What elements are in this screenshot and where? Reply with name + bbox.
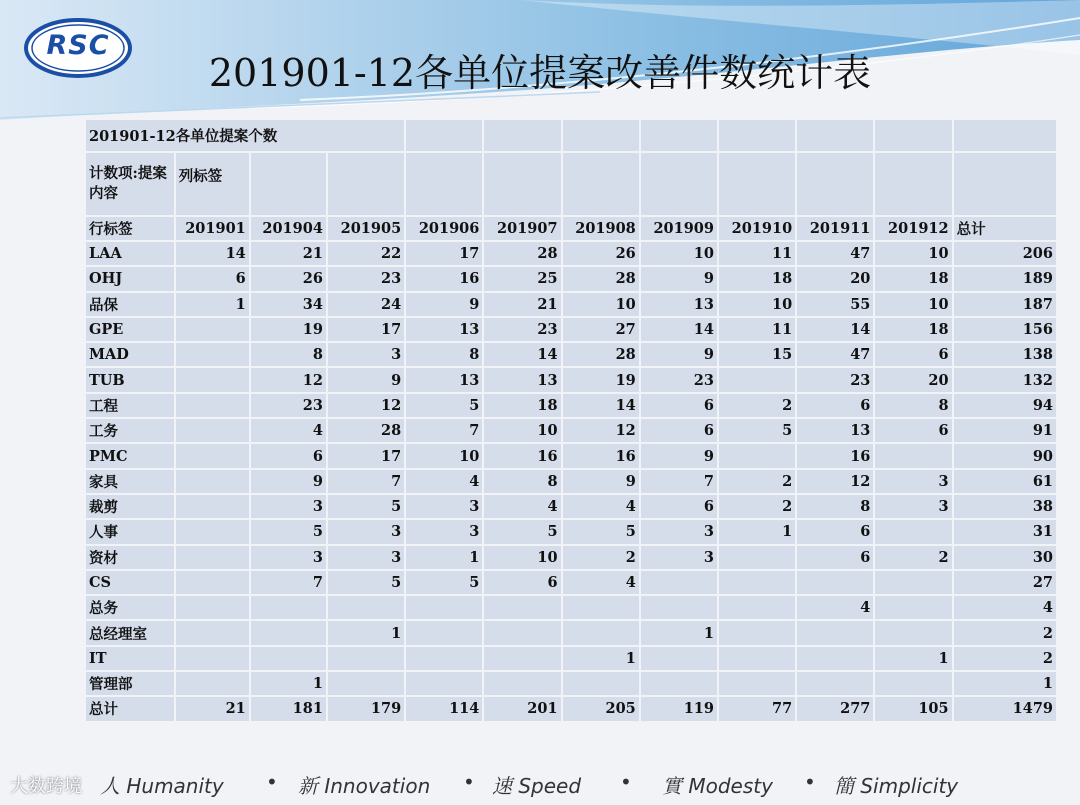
- table-cell: 1: [406, 546, 482, 569]
- table-cell: 23: [797, 368, 873, 391]
- table-cell: 16: [406, 267, 482, 290]
- table-cell: [484, 647, 560, 670]
- table-cell: 5: [328, 571, 404, 594]
- table-cell: 16: [797, 444, 873, 467]
- table-cell: 3: [406, 495, 482, 518]
- table-cell: 3: [328, 546, 404, 569]
- table-row: [86, 672, 1056, 695]
- table-cell: [251, 596, 326, 619]
- table-cell: [176, 546, 249, 569]
- table-cell: 20: [875, 368, 951, 391]
- table-cell: [719, 368, 795, 391]
- table-cell: 31: [954, 520, 1056, 543]
- table-cell: [797, 647, 873, 670]
- table-row: [86, 318, 1056, 341]
- table-cell: 4: [797, 596, 873, 619]
- table-cell: [641, 596, 717, 619]
- table-cell: 2: [875, 546, 951, 569]
- row-header[interactable]: 工程: [86, 394, 174, 417]
- table-cell: 3: [328, 520, 404, 543]
- table-cell: 206: [954, 242, 1056, 265]
- footer-bullet: •: [620, 770, 632, 794]
- table-cell: [484, 621, 560, 644]
- table-row: [86, 596, 1056, 619]
- table-cell: 23: [328, 267, 404, 290]
- table-cell: 19: [563, 368, 639, 391]
- table-row: [86, 242, 1056, 265]
- table-cell: 6: [251, 444, 326, 467]
- table-cell: 3: [328, 343, 404, 366]
- table-cell: 3: [641, 546, 717, 569]
- table-cell: [251, 647, 326, 670]
- table-cell: 12: [251, 368, 326, 391]
- table-cell: 3: [875, 470, 951, 493]
- table-row: [86, 495, 1056, 518]
- table-cell: 12: [563, 419, 639, 442]
- table-cell: 22: [328, 242, 404, 265]
- table-cell: 9: [251, 470, 326, 493]
- row-header[interactable]: OHJ: [86, 267, 174, 290]
- row-header[interactable]: 裁剪: [86, 495, 174, 518]
- table-cell: 8: [797, 495, 873, 518]
- table-cell: 13: [406, 368, 482, 391]
- table-cell: 6: [797, 520, 873, 543]
- table-cell: 114: [406, 697, 482, 720]
- row-header[interactable]: MAD: [86, 343, 174, 366]
- table-cell: 5: [484, 520, 560, 543]
- table-cell: [176, 318, 249, 341]
- column-header[interactable]: 201906: [406, 217, 482, 240]
- footer-item: 實 Modesty: [662, 774, 773, 798]
- table-caption: 201901-12各单位提案个数: [86, 120, 404, 151]
- column-header[interactable]: 201905: [328, 217, 404, 240]
- table-cell: [563, 672, 639, 695]
- footer-bullet: •: [804, 770, 816, 794]
- footer-item: 簡 Simplicity: [834, 774, 959, 798]
- table-cell: 17: [406, 242, 482, 265]
- table-cell: 4: [563, 571, 639, 594]
- table-cell: 6: [484, 571, 560, 594]
- footer-slogan: [0, 768, 1080, 800]
- table-cell: 28: [563, 267, 639, 290]
- column-header[interactable]: 201910: [719, 217, 795, 240]
- table-cell: 8: [484, 470, 560, 493]
- table-cell: 9: [641, 343, 717, 366]
- table-cell: [797, 672, 873, 695]
- table-cell: 5: [563, 520, 639, 543]
- table-cell: 6: [875, 419, 951, 442]
- table-cell: 5: [719, 419, 795, 442]
- table-cell: 21: [251, 242, 326, 265]
- table-cell: 5: [251, 520, 326, 543]
- footer-bullet: •: [463, 770, 475, 794]
- table-cell: 1: [875, 647, 951, 670]
- table-cell: [176, 647, 249, 670]
- table-cell: 2: [954, 621, 1056, 644]
- table-cell: 7: [328, 470, 404, 493]
- column-header[interactable]: 201909: [641, 217, 717, 240]
- table-cell: 3: [406, 520, 482, 543]
- table-cell: [875, 571, 951, 594]
- table-cell: [406, 621, 482, 644]
- table-row: [86, 697, 1056, 720]
- table-cell: 23: [484, 318, 560, 341]
- table-cell: 5: [406, 394, 482, 417]
- table-cell: [406, 596, 482, 619]
- row-header[interactable]: 家具: [86, 470, 174, 493]
- footer-item: 新 Innovation: [298, 774, 431, 798]
- row-header[interactable]: 总务: [86, 596, 174, 619]
- table-cell: 21: [484, 293, 560, 316]
- table-cell: [719, 444, 795, 467]
- table-cell: 10: [875, 293, 951, 316]
- table-cell: 25: [484, 267, 560, 290]
- table-cell: 12: [328, 394, 404, 417]
- table-cell: 11: [719, 318, 795, 341]
- column-label-header[interactable]: 列标签: [176, 153, 249, 215]
- table-cell: 2: [563, 546, 639, 569]
- table-cell: 8: [406, 343, 482, 366]
- table-cell: 34: [251, 293, 326, 316]
- table-cell: 10: [641, 242, 717, 265]
- table-cell: 4: [484, 495, 560, 518]
- table-cell: [641, 672, 717, 695]
- table-cell: 28: [484, 242, 560, 265]
- table-row: [86, 647, 1056, 670]
- row-header[interactable]: 资材: [86, 546, 174, 569]
- table-cell: 7: [251, 571, 326, 594]
- table-cell: 9: [641, 444, 717, 467]
- table-cell: 13: [797, 419, 873, 442]
- table-cell: 9: [406, 293, 482, 316]
- table-cell: 10: [719, 293, 795, 316]
- table-cell: 201: [484, 697, 560, 720]
- table-cell: 1: [251, 672, 326, 695]
- table-cell: [176, 470, 249, 493]
- table-cell: 7: [641, 470, 717, 493]
- table-cell: 6: [641, 495, 717, 518]
- table-cell: 3: [875, 495, 951, 518]
- column-header-row: [86, 217, 1056, 240]
- table-cell: 11: [719, 242, 795, 265]
- table-cell: 4: [251, 419, 326, 442]
- pivot-table: [84, 118, 1058, 723]
- table-cell: [176, 520, 249, 543]
- table-cell: 4: [954, 596, 1056, 619]
- table-cell: 2: [719, 394, 795, 417]
- table-cell: 21: [176, 697, 249, 720]
- column-header[interactable]: 201901: [176, 217, 249, 240]
- table-cell: [328, 596, 404, 619]
- caption-row: [86, 120, 1056, 151]
- column-header[interactable]: 201912: [875, 217, 951, 240]
- table-cell: 28: [328, 419, 404, 442]
- table-cell: 94: [954, 394, 1056, 417]
- column-header[interactable]: 总计: [954, 217, 1056, 240]
- table-cell: 179: [328, 697, 404, 720]
- table-cell: 5: [406, 571, 482, 594]
- table-cell: [719, 546, 795, 569]
- table-cell: [176, 343, 249, 366]
- table-cell: 23: [641, 368, 717, 391]
- table-cell: 17: [328, 318, 404, 341]
- page-title: 201901-12各单位提案改善件数统计表: [208, 51, 872, 95]
- table-cell: 10: [484, 419, 560, 442]
- table-cell: [875, 596, 951, 619]
- table-cell: [328, 647, 404, 670]
- table-cell: 2: [954, 647, 1056, 670]
- table-cell: 6: [797, 394, 873, 417]
- table-cell: 6: [797, 546, 873, 569]
- table-cell: [484, 596, 560, 619]
- table-cell: 14: [641, 318, 717, 341]
- table-row: [86, 571, 1056, 594]
- table-cell: [719, 596, 795, 619]
- table-cell: [875, 520, 951, 543]
- row-header[interactable]: 管理部: [86, 672, 174, 695]
- table-cell: 1: [328, 621, 404, 644]
- table-cell: 3: [251, 546, 326, 569]
- column-header[interactable]: 201911: [797, 217, 873, 240]
- table-cell: 2: [719, 495, 795, 518]
- table-cell: [176, 596, 249, 619]
- table-cell: 2: [719, 470, 795, 493]
- table-cell: [875, 444, 951, 467]
- table-cell: 15: [719, 343, 795, 366]
- table-row: [86, 621, 1056, 644]
- table-cell: 1: [176, 293, 249, 316]
- row-header[interactable]: 人事: [86, 520, 174, 543]
- table-cell: 187: [954, 293, 1056, 316]
- table-cell: [719, 621, 795, 644]
- table-cell: 38: [954, 495, 1056, 518]
- table-cell: [176, 621, 249, 644]
- table-cell: 6: [176, 267, 249, 290]
- table-cell: 10: [563, 293, 639, 316]
- table-cell: [176, 419, 249, 442]
- table-cell: 105: [875, 697, 951, 720]
- table-cell: 91: [954, 419, 1056, 442]
- footer-item: 人 Humanity: [100, 774, 224, 798]
- table-row: [86, 470, 1056, 493]
- column-header[interactable]: 201904: [251, 217, 326, 240]
- table-cell: 61: [954, 470, 1056, 493]
- table-cell: 30: [954, 546, 1056, 569]
- table-row: [86, 267, 1056, 290]
- footer-item: 速 Speed: [492, 774, 582, 798]
- table-row: [86, 419, 1056, 442]
- table-cell: [797, 621, 873, 644]
- table-cell: 13: [641, 293, 717, 316]
- table-cell: 27: [954, 571, 1056, 594]
- table-cell: 13: [406, 318, 482, 341]
- table-cell: 90: [954, 444, 1056, 467]
- row-header[interactable]: 品保: [86, 293, 174, 316]
- table-cell: 1: [563, 647, 639, 670]
- table-cell: 10: [484, 546, 560, 569]
- table-cell: 189: [954, 267, 1056, 290]
- table-cell: 23: [251, 394, 326, 417]
- table-cell: 6: [641, 419, 717, 442]
- table-cell: [797, 571, 873, 594]
- table-cell: 12: [797, 470, 873, 493]
- table-cell: [328, 672, 404, 695]
- table-cell: 27: [563, 318, 639, 341]
- table-cell: 9: [563, 470, 639, 493]
- label-row: [86, 153, 1056, 215]
- table-cell: 14: [484, 343, 560, 366]
- table-row: [86, 520, 1056, 543]
- table-cell: 5: [328, 495, 404, 518]
- row-header[interactable]: LAA: [86, 242, 174, 265]
- row-label-header[interactable]: 行标签: [86, 217, 174, 240]
- table-cell: [176, 571, 249, 594]
- table-cell: [484, 672, 560, 695]
- table-cell: 28: [563, 343, 639, 366]
- row-header[interactable]: 总计: [86, 697, 174, 720]
- table-cell: [176, 394, 249, 417]
- table-cell: 13: [484, 368, 560, 391]
- table-cell: [875, 621, 951, 644]
- table-cell: 132: [954, 368, 1056, 391]
- table-cell: [875, 672, 951, 695]
- table-row: [86, 343, 1056, 366]
- table-row: [86, 293, 1056, 316]
- table-cell: 138: [954, 343, 1056, 366]
- table-cell: 156: [954, 318, 1056, 341]
- table-cell: 4: [406, 470, 482, 493]
- row-header[interactable]: GPE: [86, 318, 174, 341]
- table-cell: 8: [251, 343, 326, 366]
- table-cell: 3: [251, 495, 326, 518]
- table-row: [86, 368, 1056, 391]
- table-cell: 20: [797, 267, 873, 290]
- table-cell: 6: [875, 343, 951, 366]
- footer-bullet: •: [266, 770, 278, 794]
- table-cell: 10: [875, 242, 951, 265]
- table-cell: [719, 647, 795, 670]
- table-cell: 9: [641, 267, 717, 290]
- table-cell: 19: [251, 318, 326, 341]
- table-cell: [176, 368, 249, 391]
- table-cell: 18: [875, 267, 951, 290]
- table-cell: 3: [641, 520, 717, 543]
- column-header[interactable]: 201908: [563, 217, 639, 240]
- table-cell: [176, 444, 249, 467]
- table-cell: 181: [251, 697, 326, 720]
- table-cell: 24: [328, 293, 404, 316]
- table-cell: 1: [954, 672, 1056, 695]
- table-row: [86, 444, 1056, 467]
- table-cell: 47: [797, 343, 873, 366]
- logo-text: RSC: [46, 30, 110, 61]
- table-cell: 16: [484, 444, 560, 467]
- table-cell: [641, 647, 717, 670]
- column-header[interactable]: 201907: [484, 217, 560, 240]
- table-cell: 7: [406, 419, 482, 442]
- table-cell: [406, 672, 482, 695]
- table-cell: [251, 621, 326, 644]
- table-cell: 18: [875, 318, 951, 341]
- row-header[interactable]: PMC: [86, 444, 174, 467]
- table-cell: 17: [328, 444, 404, 467]
- table-cell: 119: [641, 697, 717, 720]
- table-cell: 1: [641, 621, 717, 644]
- table-cell: [719, 571, 795, 594]
- table-cell: [563, 621, 639, 644]
- table-cell: 77: [719, 697, 795, 720]
- table-cell: 47: [797, 242, 873, 265]
- count-field-label: 计数项:提案内容: [86, 153, 174, 215]
- row-header[interactable]: CS: [86, 571, 174, 594]
- table-cell: 8: [875, 394, 951, 417]
- table-cell: 18: [719, 267, 795, 290]
- table-cell: [406, 647, 482, 670]
- table-cell: 4: [563, 495, 639, 518]
- table-cell: 26: [563, 242, 639, 265]
- table-cell: 9: [328, 368, 404, 391]
- row-header[interactable]: TUB: [86, 368, 174, 391]
- table-cell: 6: [641, 394, 717, 417]
- table-cell: 16: [563, 444, 639, 467]
- table-cell: 1: [719, 520, 795, 543]
- watermark: 大数跨境: [10, 776, 82, 797]
- table-cell: 205: [563, 697, 639, 720]
- table-cell: [719, 672, 795, 695]
- table-row: [86, 546, 1056, 569]
- table-cell: [641, 571, 717, 594]
- table-cell: 277: [797, 697, 873, 720]
- row-header[interactable]: 总经理室: [86, 621, 174, 644]
- table-cell: 1479: [954, 697, 1056, 720]
- table-row: [86, 394, 1056, 417]
- table-cell: 14: [176, 242, 249, 265]
- row-header[interactable]: 工务: [86, 419, 174, 442]
- table-cell: [176, 495, 249, 518]
- table-cell: 18: [484, 394, 560, 417]
- table-cell: [563, 596, 639, 619]
- table-cell: [176, 672, 249, 695]
- table-cell: 10: [406, 444, 482, 467]
- table-cell: 14: [563, 394, 639, 417]
- table-cell: 14: [797, 318, 873, 341]
- table-cell: 26: [251, 267, 326, 290]
- row-header[interactable]: IT: [86, 647, 174, 670]
- table-cell: 55: [797, 293, 873, 316]
